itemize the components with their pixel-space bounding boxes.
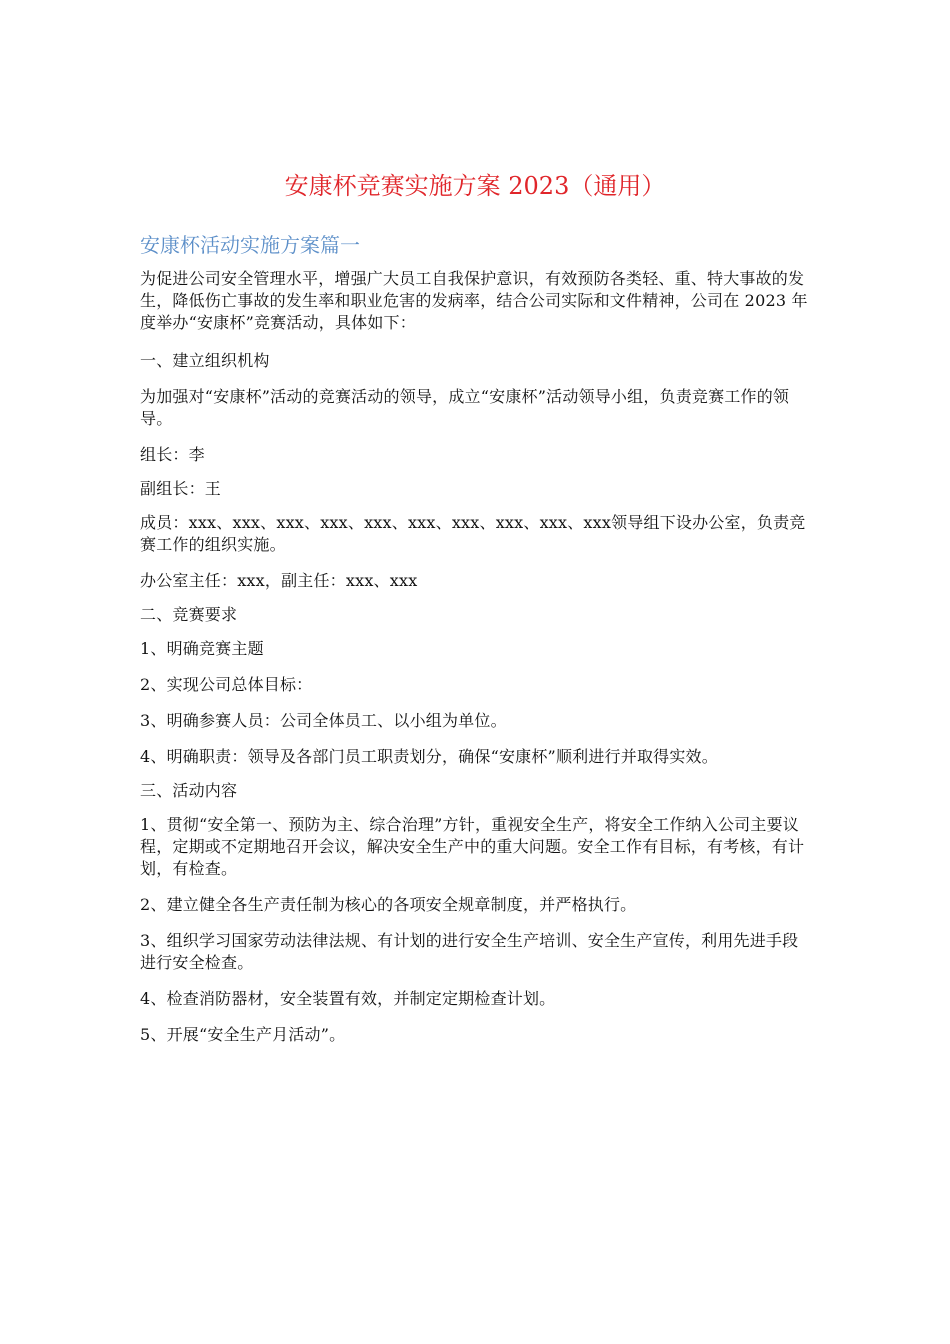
activity-item: 2、建立健全各生产责任制为核心的各项安全规章制度，并严格执行。 [140,895,637,914]
requirement-item: 2、实现公司总体目标： [140,675,313,694]
requirement-item: 1、明确竞赛主题 [140,639,264,658]
document-title: 安康杯竞赛实施方案 2023（通用） [284,172,666,200]
document-body [140,268,812,1046]
requirement-item: 4、明确职责：领导及各部门员工职责划分，确保“安康杯”顺利进行并取得实效。 [140,747,718,766]
activity-item: 5、开展“安全生产月活动”。 [140,1025,346,1044]
activity-item: 4、检查消防器材，安全装置有效，并制定定期检查计划。 [140,989,556,1008]
section-heading: 安康杯活动实施方案篇一 [140,233,360,257]
members-paragraph: 成员：xxx、xxx、xxx、xxx、xxx、xxx、xxx、xxx、xxx、xxx领导组下设办公室，负责竞赛工作的组织实施。 [140,513,806,554]
intro-paragraph: 为促进公司安全管理水平，增强广大员工自我保护意识，有效预防各类轻、重、特大事故的发生，降低伤亡事故的发生率和职业危害的发病率，结合公司实际和文件精神，公司在 2023 年度举办“安康杯”竞赛活动，具体如下： [140,269,808,332]
activity-item: 1、贯彻“安全第一、预防为主、综合治理”方针，重视安全生产，将安全工作纳入公司主要议程，定期或不定期地召开会议，解决安全生产中的重大问题。安全工作有目标，有考核，有计划，有检查。 [140,815,805,878]
organization-paragraph: 为加强对“安康杯”活动的竞赛活动的领导，成立“安康杯”活动领导小组，负责竞赛工作的领导。 [140,387,790,428]
requirement-item: 3、明确参赛人员：公司全体员工、以小组为单位。 [140,711,507,730]
activity-item: 3、组织学习国家劳动法律法规、有计划的进行安全生产培训、安全生产宣传，利用先进手段进行安全检查。 [140,931,799,972]
office-director: 办公室主任：xxx，副主任：xxx、xxx [140,571,418,590]
group-leader: 组长：李 [140,445,205,464]
deputy-leader: 副组长：王 [140,479,222,498]
heading-requirements: 二、竞赛要求 [140,605,238,624]
heading-activities: 三、活动内容 [140,781,238,800]
heading-organization: 一、建立组织机构 [140,351,270,370]
